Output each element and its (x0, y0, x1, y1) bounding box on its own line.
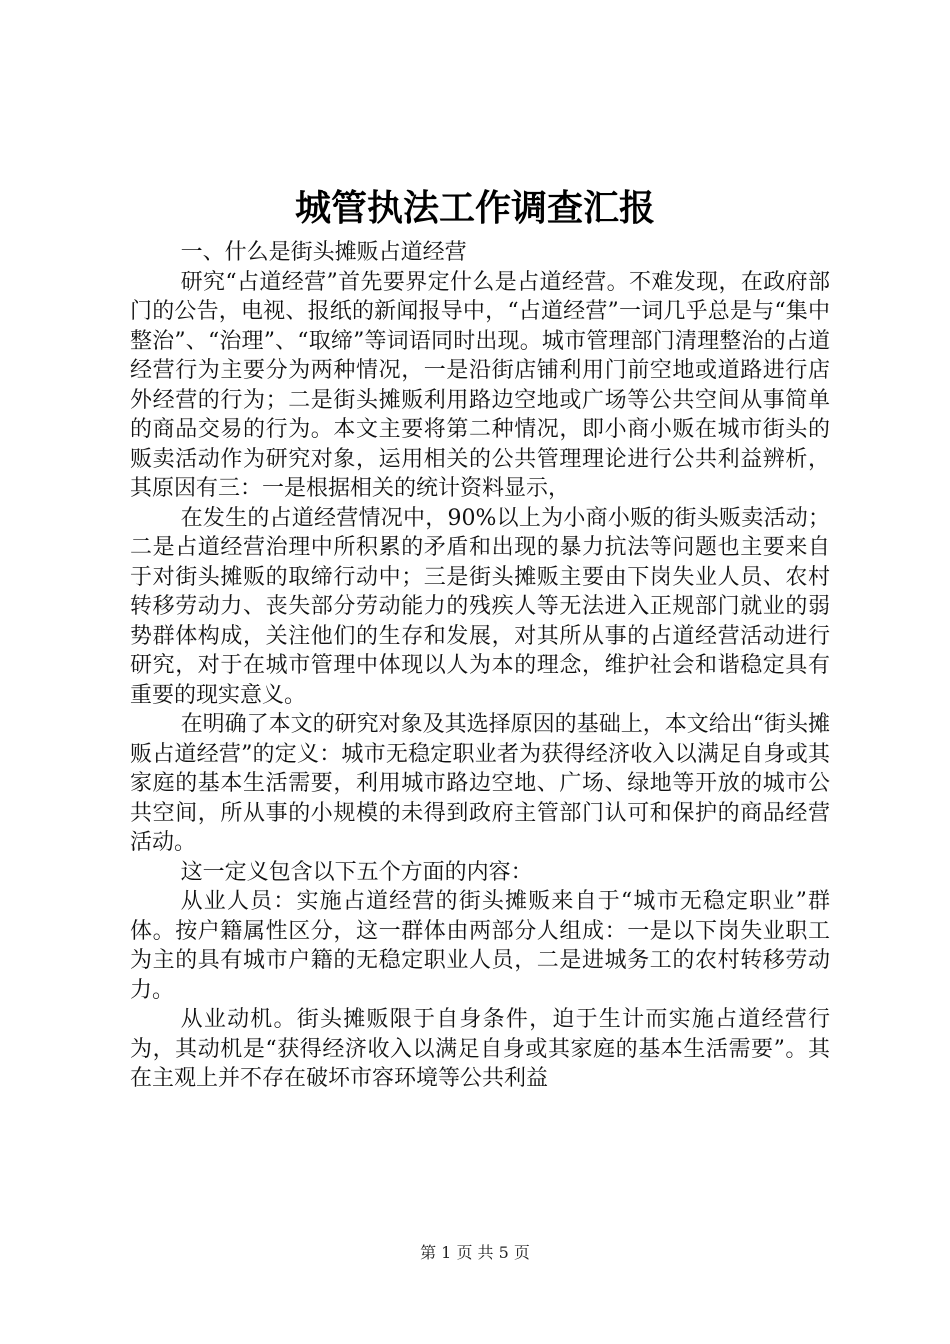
paragraph: 在发生的占道经营情况中，90%以上为小商小贩的街头贩卖活动；二是占道经营治理中所积累的矛盾和出现的暴力抗法等问题也主要来自于对街头摊贩的取缔行动中；三是街头摊贩主要由下岗失业人员、农村转移劳动力、丧失部分劳动能力的残疾人等无法进入正规部门就业的弱势群体构成，关注他们的生存和发展，对其所从事的占道经营活动进行研究，对于在城市管理中体现以人为本的理念，维护社会和谐稳定具有重要的现实意义。 (130, 505, 830, 708)
paragraph: 从业人员：实施占道经营的街头摊贩来自于“城市无稳定职业”群体。按户籍属性区分，这一群体由两部分人组成：一是以下岗失业职工为主的具有城市户籍的无稳定职业人员，二是进城务工的农村转移劳动力。 (130, 889, 830, 1003)
paragraph: 这一定义包含以下五个方面的内容： (180, 859, 533, 885)
document-title: 城管执法工作调查汇报 (294, 187, 655, 229)
paragraph: 在明确了本文的研究对象及其选择原因的基础上，本文给出“街头摊贩占道经营”的定义：城市无稳定职业者为获得经济收入以满足自身或其家庭的基本生活需要，利用城市路边空地、广场、绿地等开放的城市公共空间，所从事的小规模的未得到政府主管部门认可和保护的商品经营活动。 (130, 712, 830, 855)
section-heading: 一、什么是街头摊贩占道经营 (180, 240, 467, 265)
document-body (130, 238, 830, 1094)
paragraph: 从业动机。街头摊贩限于自身条件，迫于生计而实施占道经营行为，其动机是“获得经济收入以满足自身或其家庭的基本生活需要”。其在主观上并不存在破坏市容环境等公共利益 (130, 1007, 830, 1091)
page-number-footer: 第 1 页 共 5 页 (420, 1243, 530, 1262)
paragraph: 研究“占道经营”首先要界定什么是占道经营。不难发现，在政府部门的公告，电视、报纸的新闻报导中，“占道经营”一词几乎总是与“集中整治”、“治理”、“取缔”等词语同时出现。城市管理部门清理整治的占道经营行为主要分为两种情况，一是沿街店铺利用门前空地或道路进行店外经营的行为；二是街头摊贩利用路边空地或广场等公共空间从事简单的商品交易的行为。本文主要将第二种情况，即小商小贩在城市街头的贩卖活动作为研究对象，运用相关的公共管理理论进行公共利益辨析，其原因有三：一是根据相关的统计资料显示， (130, 269, 830, 501)
